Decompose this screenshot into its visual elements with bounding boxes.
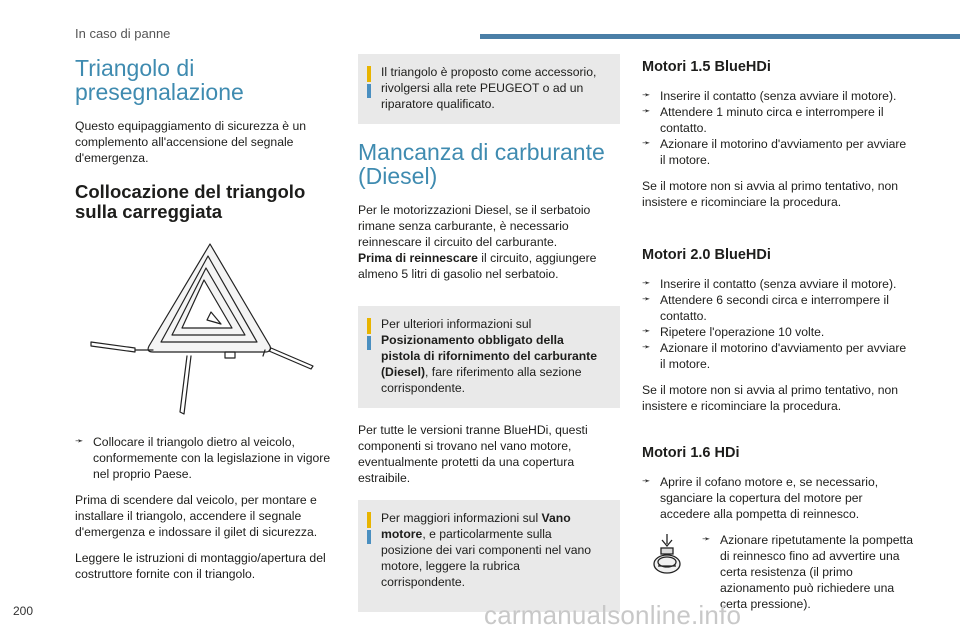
nozzle-note-pre: Per ulteriori informazioni sul (381, 317, 532, 331)
engine-15-note: Se il motore non si avvia al primo tentativo, non insistere e ricominciare la procedura. (642, 179, 899, 209)
priming-pump-icon (650, 532, 684, 576)
fuel-para1-text: Per le motorizzazioni Diesel, se il serbatoio rimane senza carburante, è necessario reinnescare il circuito del carburante. (358, 203, 591, 249)
warning-triangle-icon (75, 238, 345, 420)
step-text: Aprire il cofano motore e, se necessario, sganciare la copertura del motore per accedere alla pompetta di reinnesco. (660, 475, 879, 521)
triangle-subtitle: Collocazione del triangolo sulla carreggiata (75, 181, 306, 222)
step-text: Attendere 1 minuto circa e interrompere il contatto. (660, 105, 884, 135)
column-fuel (358, 54, 620, 612)
step-text: Ripetere l'operazione 10 volte. (660, 325, 825, 339)
warning-triangle-illustration (75, 238, 345, 420)
bullet-icon: ➛ (642, 138, 651, 149)
nozzle-note-bold: Posizionamento obbligato della pistola di rifornimento del carburante (Diesel) (381, 333, 598, 379)
column-engines (642, 54, 914, 622)
triangle-intro: Questo equipaggiamento di sicurezza è un complemento all'accensione del segnale d'emergenza. (75, 119, 307, 165)
bullet-icon: ➛ (75, 436, 84, 447)
engine-bay-note-pre: Per maggiori informazioni sul (381, 511, 542, 525)
triangle-bullets (75, 434, 345, 482)
fuel-para1-bold: Prima di reinnescare (358, 251, 478, 265)
engine-16-step (642, 474, 914, 522)
column-triangle (75, 54, 345, 592)
fuel-para2: Per tutte le versioni tranne BlueHDi, questi componenti si trovano nel vano motore, eventualmente protetti da una copertura estraibile. (358, 423, 588, 485)
engine-bay-note (358, 500, 620, 612)
triangle-para1: Prima di scendere dal veicolo, per montare e installare il triangolo, accendere il segnale d'emergenza e indossare il gilet di sicurezza. (75, 493, 318, 539)
step-text: Inserire il contatto (senza avviare il motore). (660, 277, 897, 291)
bullet-icon: ➛ (702, 534, 711, 545)
engine-20-step (642, 276, 914, 292)
engine-15-steps (642, 88, 914, 168)
engine-16-title: Motori 1.6 HDi (642, 445, 740, 461)
engine-20-step (642, 292, 914, 324)
step-text: Attendere 6 secondi circa e interrompere il contatto. (660, 293, 889, 323)
engine-20-steps (642, 276, 914, 372)
bullet-icon: ➛ (642, 278, 651, 289)
step-text: Azionare il motorino d'avviamento per avviare il motore. (660, 137, 907, 167)
page-number: 200 (13, 604, 34, 618)
step-text: Azionare ripetutamente la pompetta di reinnesco fino ad avvertire una certa resistenza (il primo azionamento può richiedere una certa pressione). (720, 533, 914, 611)
engine-20-step (642, 324, 914, 340)
engine-16-steps (642, 474, 914, 522)
nozzle-note (358, 306, 620, 408)
watermark: carmanualsonline.info (484, 600, 742, 630)
fuel-para1 (358, 202, 620, 282)
triangle-para2: Leggere le istruzioni di montaggio/apertura del costruttore fornite con il triangolo. (75, 551, 326, 581)
fuel-para1-rest: il circuito, aggiungere almeno 5 litri di gasolio nel serbatoio. (358, 251, 597, 281)
triangle-bullet-text: Collocare il triangolo dietro al veicolo, conformemente con la legislazione in vigore nel proprio Paese. (93, 435, 331, 481)
accessory-note-text: Il triangolo è proposto come accessorio, rivolgersi alla rete PEUGEOT o ad un riparatore qualificato. (381, 65, 597, 111)
bullet-icon: ➛ (642, 342, 651, 353)
section-label: In caso di panne (75, 26, 171, 41)
triangle-title: Triangolo di presegnalazione (75, 55, 244, 105)
bullet-icon: ➛ (642, 476, 651, 487)
engine-bay-note-bold: Vano motore (381, 511, 571, 541)
bullet-icon: ➛ (642, 294, 651, 305)
step-text: Azionare il motorino d'avviamento per avviare il motore. (660, 341, 907, 371)
engine-15-step (642, 104, 914, 136)
header-bar (480, 34, 960, 39)
engine-15-title: Motori 1.5 BlueHDi (642, 59, 771, 75)
triangle-bullet (75, 434, 345, 482)
engine-bay-note-post: , e particolarmente sulla posizione dei vari componenti nel vano motore, leggere la rubrica corrispondente. (381, 527, 592, 589)
accessory-note (358, 54, 620, 124)
bullet-icon: ➛ (642, 106, 651, 117)
engine-20-note: Se il motore non si avvia al primo tentativo, non insistere e ricominciare la procedura. (642, 383, 899, 413)
nozzle-note-post: , fare riferimento alla sezione corrispondente. (381, 365, 582, 395)
engine-20-step (642, 340, 914, 372)
step-text: Inserire il contatto (senza avviare il motore). (660, 89, 897, 103)
bullet-icon: ➛ (642, 90, 651, 101)
bullet-icon: ➛ (642, 326, 651, 337)
engine-15-step (642, 88, 914, 104)
fuel-title: Mancanza di carburante (Diesel) (358, 139, 605, 189)
engine-20-title: Motori 2.0 BlueHDi (642, 247, 771, 263)
engine-15-step (642, 136, 914, 168)
